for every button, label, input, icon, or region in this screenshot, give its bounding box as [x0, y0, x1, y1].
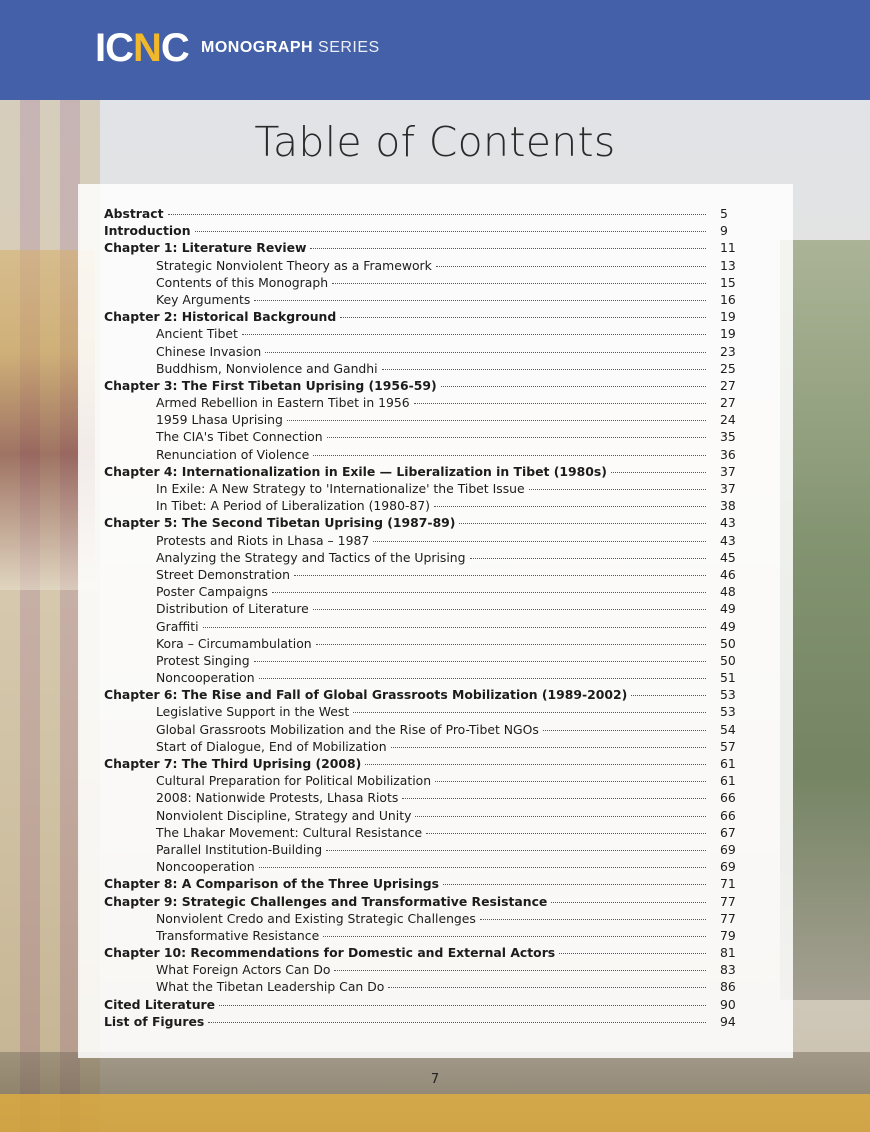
toc-section-entry[interactable]: [104, 411, 744, 428]
toc-entry-page: 37: [720, 463, 736, 479]
dot-leader: [402, 798, 706, 799]
dot-leader: [391, 747, 706, 748]
dot-leader: [327, 437, 706, 438]
toc-entry-label: Contents of this Monograph: [156, 274, 329, 290]
dot-leader: [631, 695, 706, 696]
dot-leader: [611, 472, 706, 473]
dot-leader: [254, 661, 706, 662]
toc-entry-label: Transformative Resistance: [156, 927, 320, 943]
dot-leader: [313, 609, 706, 610]
dot-leader: [323, 936, 706, 937]
toc-entry-page: 67: [720, 824, 736, 840]
toc-entry-page: 71: [720, 876, 736, 892]
toc-entry-label: Chapter 1: Literature Review: [104, 240, 307, 256]
toc-entry-label: In Exile: A New Strategy to 'Internationalize' the Tibet Issue: [156, 481, 525, 496]
dot-leader: [287, 420, 706, 421]
series-label: [201, 39, 380, 57]
toc-section-entry[interactable]: [104, 532, 744, 549]
toc-entry-label: Noncooperation: [156, 670, 255, 686]
toc-section-entry[interactable]: [104, 583, 744, 600]
toc-entry-label: The Lhakar Movement: Cultural Resistance: [156, 824, 423, 840]
toc-section-entry[interactable]: [104, 703, 744, 720]
page-number: 7: [430, 1072, 440, 1087]
toc-section-entry[interactable]: [104, 961, 744, 978]
toc-entry-label: What the Tibetan Leadership Can Do: [156, 979, 385, 995]
toc-section-entry[interactable]: [104, 257, 744, 274]
toc-section-entry[interactable]: [104, 824, 744, 841]
dot-leader: [294, 575, 706, 576]
toc-entry-page: 50: [720, 652, 736, 668]
toc-entry-label: Chinese Invasion: [156, 343, 262, 359]
toc-entry-page: 24: [720, 412, 736, 428]
dot-leader: [334, 970, 706, 971]
dot-leader: [434, 506, 706, 507]
toc-entry-label: Cited Literature: [104, 996, 216, 1012]
toc-entry-page: 27: [720, 377, 736, 393]
toc-entry-label: Kora – Circumambulation: [156, 635, 312, 651]
dot-leader: [259, 867, 706, 868]
toc-entry-page: 49: [720, 618, 736, 634]
toc-section-entry[interactable]: [104, 291, 744, 308]
toc-section-entry[interactable]: [104, 807, 744, 824]
toc-section-entry[interactable]: [104, 669, 744, 686]
toc-section-entry[interactable]: [104, 652, 744, 669]
toc-entry-label: Analyzing the Strategy and Tactics of the Uprising: [156, 549, 466, 565]
toc-entry-label: Nonviolent Credo and Existing Strategic Challenges: [156, 910, 476, 926]
toc-entry-label: Introduction: [104, 223, 191, 239]
toc-entry-label: Chapter 10: Recommendations for Domestic and External Actors: [104, 945, 556, 961]
dot-leader: [340, 317, 706, 318]
toc-section-entry[interactable]: [104, 394, 744, 411]
toc-chapter-entry[interactable]: [104, 944, 744, 961]
toc-section-entry[interactable]: [104, 325, 744, 342]
toc-chapter-entry[interactable]: [104, 222, 744, 239]
toc-entry-label: Street Demonstration: [156, 566, 290, 582]
toc-entry-page: 61: [720, 756, 736, 771]
dot-leader: [470, 558, 706, 559]
toc-entry-label: Noncooperation: [156, 859, 255, 875]
toc-section-entry[interactable]: [104, 360, 744, 377]
toc-entry-page: 11: [720, 240, 736, 256]
dot-leader: [272, 592, 706, 593]
logo-text-prefix: IC: [95, 26, 133, 70]
toc-entry-label: Chapter 4: Internationalization in Exile — Liberalization in Tibet (1980s): [104, 463, 607, 479]
dot-leader: [365, 764, 706, 765]
toc-entry-page: 46: [720, 566, 736, 582]
dot-leader: [388, 987, 706, 988]
toc-entry-page: 5: [720, 206, 728, 221]
toc-entry-page: 27: [720, 395, 736, 411]
toc-entry-label: 1959 Lhasa Uprising: [156, 412, 283, 428]
toc-chapter-entry[interactable]: [104, 996, 744, 1013]
toc-chapter-entry[interactable]: [104, 239, 744, 256]
toc-entry-label: Chapter 3: The First Tibetan Uprising (1956-59): [104, 377, 437, 393]
table-of-contents: [104, 205, 744, 1030]
dot-leader: [316, 644, 706, 645]
toc-section-entry[interactable]: [104, 910, 744, 927]
toc-section-entry[interactable]: [104, 428, 744, 445]
toc-chapter-entry[interactable]: [104, 686, 744, 703]
toc-entry-label: Chapter 7: The Third Uprising (2008): [104, 756, 362, 771]
toc-entry-label: Key Arguments: [156, 291, 251, 307]
toc-entry-page: 83: [720, 962, 736, 978]
icnc-logo: [95, 28, 189, 68]
toc-entry-page: 69: [720, 841, 736, 857]
toc-entry-page: 19: [720, 309, 736, 325]
toc-section-entry[interactable]: [104, 772, 744, 789]
toc-entry-label: List of Figures: [104, 1013, 205, 1029]
toc-entry-label: Parallel Institution-Building: [156, 841, 323, 857]
toc-entry-page: 77: [720, 910, 736, 926]
toc-chapter-entry[interactable]: [104, 875, 744, 892]
dot-leader: [435, 781, 706, 782]
dot-leader: [203, 627, 706, 628]
toc-entry-label: Strategic Nonviolent Theory as a Framework: [156, 257, 432, 273]
toc-entry-page: 61: [720, 773, 736, 789]
toc-section-entry[interactable]: [104, 738, 744, 755]
toc-entry-page: 48: [720, 584, 736, 600]
toc-section-entry[interactable]: [104, 789, 744, 806]
toc-chapter-entry[interactable]: [104, 205, 744, 222]
toc-entry-page: 81: [720, 945, 736, 961]
toc-chapter-entry[interactable]: [104, 755, 744, 772]
dot-leader: [559, 953, 706, 954]
toc-entry-label: Buddhism, Nonviolence and Gandhi: [156, 360, 378, 376]
toc-entry-page: 23: [720, 343, 736, 359]
toc-section-entry[interactable]: [104, 497, 744, 514]
toc-entry-page: 51: [720, 670, 736, 686]
dot-leader: [441, 386, 706, 387]
toc-section-entry[interactable]: [104, 566, 744, 583]
dot-leader: [436, 266, 706, 267]
toc-entry-label: Armed Rebellion in Eastern Tibet in 1956: [156, 395, 410, 411]
dot-leader: [254, 300, 706, 301]
toc-section-entry[interactable]: [104, 480, 744, 497]
toc-section-entry[interactable]: [104, 978, 744, 995]
dot-leader: [310, 248, 706, 249]
toc-entry-page: 35: [720, 429, 736, 445]
toc-section-entry[interactable]: [104, 549, 744, 566]
toc-entry-page: 9: [720, 223, 728, 239]
toc-entry-page: 66: [720, 790, 736, 806]
dot-leader: [332, 283, 706, 284]
toc-entry-label: What Foreign Actors Can Do: [156, 962, 331, 978]
dot-leader: [529, 489, 706, 490]
dot-leader: [459, 523, 706, 524]
dot-leader: [313, 455, 706, 456]
dot-leader: [326, 850, 706, 851]
dot-leader: [480, 919, 706, 920]
toc-entry-label: Chapter 8: A Comparison of the Three Uprisings: [104, 876, 439, 892]
toc-entry-label: Renunciation of Violence: [156, 446, 310, 462]
toc-section-entry[interactable]: [104, 618, 744, 635]
toc-section-entry[interactable]: [104, 858, 744, 875]
toc-entry-label: Global Grassroots Mobilization and the Rise of Pro-Tibet NGOs: [156, 721, 539, 737]
toc-entry-page: 19: [720, 326, 736, 342]
logo-text-suffix: C: [160, 26, 189, 70]
toc-entry-page: 37: [720, 481, 736, 496]
toc-entry-page: 43: [720, 532, 736, 548]
toc-entry-page: 79: [720, 927, 736, 943]
toc-chapter-entry[interactable]: [104, 1013, 744, 1030]
toc-chapter-entry[interactable]: [104, 893, 744, 910]
dot-leader: [551, 902, 706, 903]
toc-section-entry[interactable]: [104, 841, 744, 858]
toc-entry-page: 13: [720, 257, 736, 273]
toc-entry-page: 45: [720, 549, 736, 565]
toc-entry-label: Chapter 9: Strategic Challenges and Transformative Resistance: [104, 893, 548, 909]
background-photo-right: [780, 240, 870, 1000]
dot-leader: [259, 678, 706, 679]
dot-leader: [443, 884, 706, 885]
dot-leader: [265, 352, 706, 353]
toc-section-entry[interactable]: [104, 927, 744, 944]
toc-entry-page: 90: [720, 996, 736, 1012]
dot-leader: [219, 1005, 706, 1006]
toc-entry-label: 2008: Nationwide Protests, Lhasa Riots: [156, 790, 399, 806]
dot-leader: [242, 334, 706, 335]
dot-leader: [543, 730, 706, 731]
toc-entry-page: 94: [720, 1013, 736, 1029]
toc-entry-label: Start of Dialogue, End of Mobilization: [156, 738, 387, 754]
page-title: Table of Contents: [254, 118, 616, 166]
toc-entry-page: 86: [720, 979, 736, 995]
toc-entry-label: Abstract: [104, 206, 164, 221]
dot-leader: [208, 1022, 706, 1023]
dot-leader: [168, 214, 707, 215]
toc-entry-label: Protest Singing: [156, 652, 250, 668]
dot-leader: [195, 231, 706, 232]
dot-leader: [373, 541, 706, 542]
toc-entry-page: 69: [720, 859, 736, 875]
toc-entry-label: Distribution of Literature: [156, 601, 309, 617]
toc-entry-page: 49: [720, 601, 736, 617]
toc-entry-page: 38: [720, 498, 736, 514]
toc-entry-page: 77: [720, 893, 736, 909]
toc-section-entry[interactable]: [104, 274, 744, 291]
dot-leader: [414, 403, 706, 404]
dot-leader: [415, 816, 706, 817]
toc-entry-page: 25: [720, 360, 736, 376]
toc-entry-label: Cultural Preparation for Political Mobilization: [156, 773, 432, 789]
logo-text-accent: N: [133, 26, 161, 70]
toc-chapter-entry[interactable]: [104, 308, 744, 325]
series-label-strong: MONOGRAPH: [201, 39, 314, 56]
toc-section-entry[interactable]: [104, 600, 744, 617]
toc-entry-page: 53: [720, 687, 736, 703]
toc-entry-label: Legislative Support in the West: [156, 704, 350, 720]
toc-entry-label: The CIA's Tibet Connection: [156, 429, 323, 445]
toc-chapter-entry[interactable]: [104, 463, 744, 480]
toc-entry-label: Chapter 6: The Rise and Fall of Global Grassroots Mobilization (1989-2002): [104, 687, 628, 703]
toc-entry-page: 50: [720, 635, 736, 651]
toc-entry-label: Protests and Riots in Lhasa – 1987: [156, 532, 370, 548]
toc-entry-label: In Tibet: A Period of Liberalization (1980-87): [156, 498, 431, 514]
toc-entry-page: 66: [720, 807, 736, 823]
dot-leader: [382, 369, 706, 370]
toc-entry-label: Graffiti: [156, 618, 199, 634]
toc-entry-page: 36: [720, 446, 736, 462]
toc-entry-label: Ancient Tibet: [156, 326, 238, 342]
toc-entry-page: 16: [720, 291, 736, 307]
toc-chapter-entry[interactable]: [104, 514, 744, 531]
toc-section-entry[interactable]: [104, 635, 744, 652]
toc-entry-page: 57: [720, 738, 736, 754]
toc-entry-label: Poster Campaigns: [156, 584, 268, 600]
dot-leader: [353, 712, 706, 713]
toc-entry-label: Chapter 5: The Second Tibetan Uprising (1987-89): [104, 515, 456, 531]
footer-gold-band: [0, 1094, 870, 1132]
toc-entry-page: 53: [720, 704, 736, 720]
toc-section-entry[interactable]: [104, 721, 744, 738]
toc-entry-label: Nonviolent Discipline, Strategy and Unity: [156, 807, 412, 823]
toc-section-entry[interactable]: [104, 446, 744, 463]
toc-entry-label: Chapter 2: Historical Background: [104, 309, 337, 325]
toc-entry-page: 54: [720, 721, 736, 737]
toc-chapter-entry[interactable]: [104, 377, 744, 394]
toc-entry-page: 15: [720, 274, 736, 290]
dot-leader: [426, 833, 706, 834]
toc-section-entry[interactable]: [104, 343, 744, 360]
toc-entry-page: 43: [720, 515, 736, 531]
series-label-light: SERIES: [318, 39, 380, 56]
header-band: [0, 0, 870, 100]
